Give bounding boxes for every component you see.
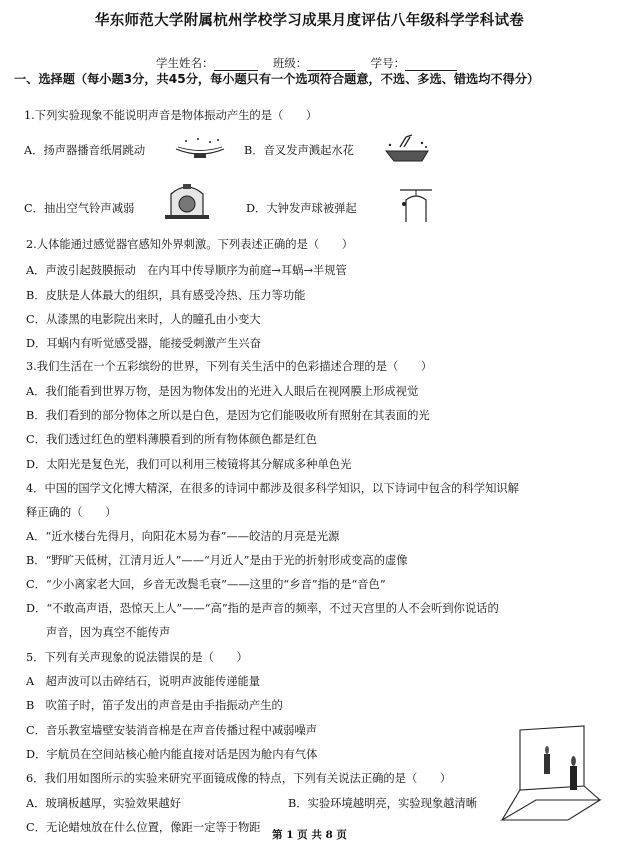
q3-option-b: B．我们看到的部分物体之所以是白色，是因为它们能吸收所有照射在其表面的光	[26, 409, 430, 422]
q5-option-b: B 吹笛子时，笛子发出的声音是由手指振动产生的	[26, 699, 283, 712]
q2-option-a: A．声波引起鼓膜振动 在内耳中传导顺序为前庭→耳蜗→半规管	[26, 264, 347, 277]
q3-stem: 3.我们生活在一个五彩缤纷的世界，下列有关生活中的色彩描述合理的是（ ）	[26, 360, 433, 373]
q5-option-a: A 超声波可以击碎结石，说明声波能传递能量	[26, 675, 261, 688]
student-name-blank	[214, 59, 258, 71]
q2-option-b: B．皮肤是人体最大的组织，具有感受冷热、压力等功能	[26, 289, 306, 302]
student-info-row	[156, 55, 457, 71]
q2-option-c: C．从漆黑的电影院出来时，人的瞳孔由小变大	[26, 313, 261, 326]
student-no-label: 学号：	[370, 56, 406, 70]
q4-option-d-line2: 声音，因为真空不能传声	[46, 626, 171, 639]
student-no-blank	[405, 59, 457, 71]
bell-jar-figure	[163, 182, 211, 220]
q5-option-d: D．宇航员在空间站核心舱内能直接对话是因为舱内有气体	[26, 748, 318, 761]
q4-stem-line2: 释正确的（ ）	[26, 506, 117, 519]
q1-stem: 1.下列实验现象不能说明声音是物体振动产生的是（ ）	[24, 109, 318, 122]
q3-option-a: A．我们能看到世界万物，是因为物体发出的光进入人眼后在视网膜上形成视觉	[26, 385, 419, 398]
q4-stem-line1: 4．中国的国学文化博大精深，在很多的诗词中都涉及很多科学知识，以下诗词中包含的科学知识解	[26, 482, 519, 495]
plane-mirror-figure	[500, 724, 612, 824]
q1-option-d: D．大钟发声球被弹起	[246, 202, 357, 215]
q5-option-c: C．音乐教室墙壁安装消音棉是在声音传播过程中减弱噪声	[26, 724, 318, 737]
q5-stem: 5．下列有关声现象的说法错误的是（ ）	[26, 651, 248, 664]
q4-option-a: A．“近水楼台先得月，向阳花木易为春”——皎洁的月亮是光源	[26, 530, 340, 543]
q4-option-b: B．“野旷天低树，江清月近人”——“月近人”是由于光的折射形成变高的虚像	[26, 554, 408, 567]
class-label: 班级：	[272, 56, 308, 70]
speaker-figure	[172, 137, 228, 159]
q2-option-d: D．耳蜗内有听觉感受器，能接受刺激产生兴奋	[26, 337, 261, 350]
class-blank	[307, 59, 355, 71]
q3-option-d: D．太阳光是复色光，我们可以利用三棱镜将其分解成多种单色光	[26, 458, 352, 471]
student-name-label: 学生姓名：	[156, 56, 214, 70]
q1-option-a: A．扬声器播音纸屑跳动	[24, 144, 146, 157]
q1-option-c: C．抽出空气铃声减弱	[24, 202, 135, 215]
q2-stem: 2.人体能通过感觉器官感知外界刺激。下列表述正确的是（ ）	[26, 238, 354, 251]
section-title: 一、选择题（每小题3分，共45分，每小题只有一个选项符合题意，不选、多选、错选均不得分）	[14, 72, 540, 86]
q6-option-a: A．玻璃板越厚，实验效果越好	[26, 797, 182, 810]
exam-title: 华东师范大学附属杭州学校学习成果月度评估八年级科学学科试卷	[94, 13, 525, 29]
q3-option-c: C．我们透过红色的塑料薄膜看到的所有物体颜色都是红色	[26, 433, 318, 446]
q4-option-d-line1: D．“不敢高声语，恐惊天上人”——“高”指的是声音的频率，不过天宫里的人不会听到你说话的	[26, 602, 499, 615]
bell-ball-figure	[396, 186, 436, 224]
q6-stem: 6．我们用如图所示的实验来研究平面镜成像的特点，下列有关说法正确的是（ ）	[26, 772, 452, 785]
q1-option-b: B．音叉发声溅起水花	[244, 144, 354, 157]
q4-option-c: C．“少小离家老大回，乡音无改鬓毛衰”——这里的“乡音”指的是“音色”	[26, 578, 386, 591]
q6-option-c: C．无论蜡烛放在什么位置，像距一定等于物距	[26, 821, 261, 834]
tuning-fork-figure	[382, 133, 432, 163]
page-number: 第 1 页 共 8 页	[272, 829, 347, 841]
q6-option-b: B．实验环境越明亮，实验现象越清晰	[288, 797, 478, 810]
